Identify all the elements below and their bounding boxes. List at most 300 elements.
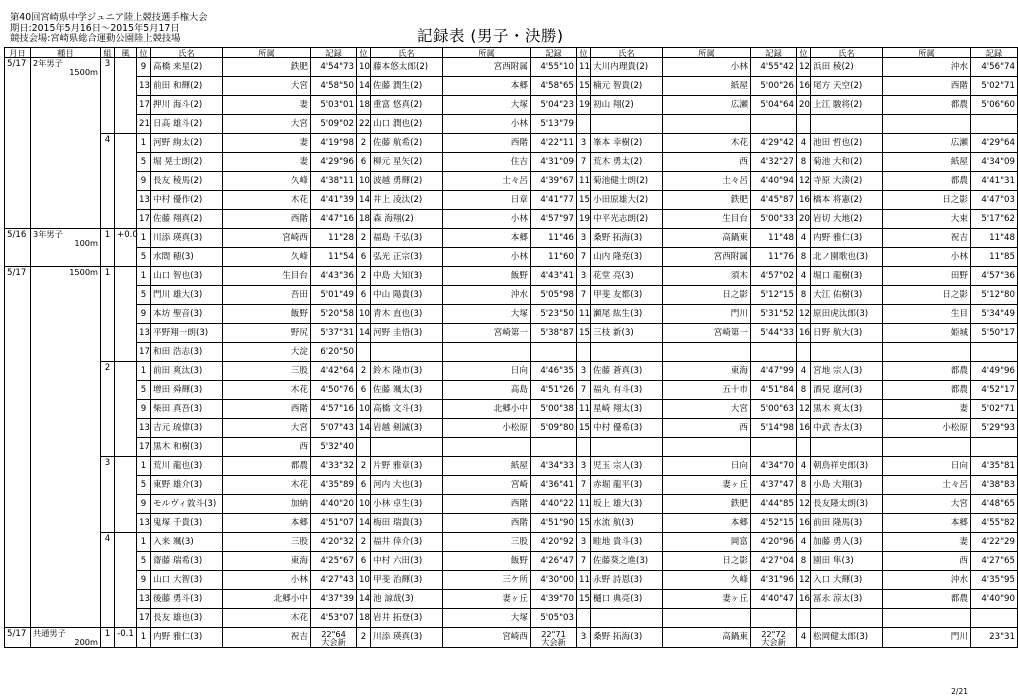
athlete-name: 本坊 聖音(3): [151, 305, 223, 324]
athlete-name: 森 海翔(2): [371, 210, 443, 229]
athlete-name: 重富 悠真(2): [371, 96, 443, 115]
place: 1: [137, 134, 151, 153]
athlete-name: 波越 勇輝(2): [371, 172, 443, 191]
record: 4'38"11: [311, 172, 357, 191]
record: 4'44"85: [751, 495, 797, 514]
team: 日向: [883, 457, 971, 476]
athlete-name: 朝鳥祥史郎(3): [811, 457, 883, 476]
table-row: [5, 552, 1018, 571]
place: 2: [357, 457, 371, 476]
place: 4: [797, 134, 811, 153]
place: 12: [797, 400, 811, 419]
record: 5'32"40: [311, 438, 357, 457]
column-header: 種目: [31, 48, 101, 58]
header: [10, 13, 208, 45]
athlete-name: 川添 瑛真(3): [371, 628, 443, 648]
athlete-name: 中村 六田(3): [371, 552, 443, 571]
team: 鉄肥: [223, 58, 311, 77]
place: 3: [577, 267, 591, 286]
team: 妻: [883, 533, 971, 552]
record: 4'49"96: [971, 362, 1018, 381]
table-row: [5, 457, 1018, 476]
athlete-name: [811, 343, 883, 362]
place: 2: [357, 229, 371, 248]
place: 9: [137, 571, 151, 590]
table-row: [5, 324, 1018, 343]
place: 14: [357, 590, 371, 609]
place: 13: [137, 324, 151, 343]
event-date: 5/17: [5, 628, 31, 648]
event-distance: 1500m: [69, 267, 98, 277]
team: 西: [663, 153, 751, 172]
place: 19: [577, 96, 591, 115]
record: 4'51"07: [311, 514, 357, 533]
record: 4'38"83: [971, 476, 1018, 495]
place: 14: [357, 191, 371, 210]
athlete-name: 峯本 幸樹(2): [591, 134, 663, 153]
athlete-name: 長友 稜馬(2): [151, 172, 223, 191]
athlete-name: [811, 609, 883, 628]
event-name: 3年男子: [33, 229, 63, 239]
team: 紙屋: [883, 153, 971, 172]
place: 5: [137, 286, 151, 305]
record: 4'51"26: [531, 381, 577, 400]
team: 日之影: [883, 191, 971, 210]
record: 4'39"67: [531, 172, 577, 191]
record: 5'00"33: [751, 210, 797, 229]
heat-number: 4: [101, 533, 115, 628]
athlete-name: 前田 爽汰(3): [151, 362, 223, 381]
column-header: 所属: [443, 48, 531, 58]
record: 4'40"94: [751, 172, 797, 191]
athlete-name: 大川内理貴(2): [591, 58, 663, 77]
competition-name: 第40回宮崎県中学ジュニア陸上競技選手権大会: [10, 12, 208, 23]
team: 加納: [223, 495, 311, 514]
table-row: [5, 419, 1018, 438]
event-name: 共通男子: [33, 628, 66, 638]
athlete-name: 中村 優希(3): [591, 419, 663, 438]
place: 10: [357, 400, 371, 419]
event-cell: [31, 628, 101, 648]
place: 11: [577, 571, 591, 590]
athlete-name: 坂上 雄大(3): [591, 495, 663, 514]
athlete-name: 菊池 大和(2): [811, 153, 883, 172]
athlete-name: [591, 438, 663, 457]
team: 妻ヶ丘: [663, 590, 751, 609]
record: 4'33"32: [311, 457, 357, 476]
place: 15: [577, 419, 591, 438]
athlete-name: 前田 隆馬(3): [811, 514, 883, 533]
place: 5: [137, 153, 151, 172]
event-distance: 1500m: [69, 67, 98, 77]
team: [883, 115, 971, 134]
record: 5'05"98: [531, 286, 577, 305]
record: 11"60: [531, 248, 577, 267]
place: 9: [137, 305, 151, 324]
team: 日向: [443, 362, 531, 381]
table-row: [5, 609, 1018, 628]
record-value: 22"64: [321, 628, 346, 639]
place: 11: [577, 305, 591, 324]
record-with-note: [311, 628, 357, 648]
record: 4'20"32: [311, 533, 357, 552]
column-header: 氏名: [811, 48, 883, 58]
athlete-name: [591, 115, 663, 134]
place: 4: [797, 362, 811, 381]
table-row: [5, 476, 1018, 495]
record: 5'12"15: [751, 286, 797, 305]
wind: [115, 533, 137, 628]
event-distance: 200m: [74, 637, 98, 647]
event-date: 5/16: [5, 229, 31, 267]
place: 14: [357, 324, 371, 343]
column-header: 所属: [223, 48, 311, 58]
place: 16: [797, 419, 811, 438]
place: 1: [137, 628, 151, 648]
record-with-note: [531, 628, 577, 648]
athlete-name: 園田 隼(3): [811, 552, 883, 571]
column-header: 風: [115, 48, 137, 58]
athlete-name: 堀 晃士朗(2): [151, 153, 223, 172]
athlete-name: 川添 瑛真(3): [151, 229, 223, 248]
record: 11"85: [971, 248, 1018, 267]
athlete-name: 荒木 勇太(2): [591, 153, 663, 172]
athlete-name: 河野 圭悟(3): [371, 324, 443, 343]
place: 2: [357, 362, 371, 381]
column-header: 氏名: [371, 48, 443, 58]
place: 1: [137, 457, 151, 476]
place: 14: [357, 514, 371, 533]
team: 宮崎第一: [663, 324, 751, 343]
team: [443, 438, 531, 457]
place: 5: [137, 248, 151, 267]
athlete-name: 長友隆太朗(3): [811, 495, 883, 514]
athlete-name: 尾方 天空(2): [811, 77, 883, 96]
column-header: 所属: [663, 48, 751, 58]
place: 2: [357, 533, 371, 552]
record: 5'29"93: [971, 419, 1018, 438]
record: 4'34"33: [531, 457, 577, 476]
athlete-name: 吉元 琉偉(3): [151, 419, 223, 438]
place: 13: [137, 191, 151, 210]
record: 4'36"41: [531, 476, 577, 495]
team: 岡富: [663, 533, 751, 552]
athlete-name: 弘光 正宗(3): [371, 248, 443, 267]
team: 大宮: [223, 115, 311, 134]
team: 大宮: [223, 419, 311, 438]
place: 22: [357, 115, 371, 134]
record: 5'00"38: [531, 400, 577, 419]
athlete-name: 福丸 有斗(3): [591, 381, 663, 400]
wind: [115, 267, 137, 362]
team: 広瀬: [883, 134, 971, 153]
event-cell: [31, 229, 101, 267]
athlete-name: 黒木 爽太(3): [811, 400, 883, 419]
team: 三ケ所: [443, 571, 531, 590]
place: 3: [577, 628, 591, 648]
record: 4'51"84: [751, 381, 797, 400]
record: 4'35"81: [971, 457, 1018, 476]
record: 4'52"17: [971, 381, 1018, 400]
team: 土々呂: [443, 172, 531, 191]
record: 4'37"39: [311, 590, 357, 609]
athlete-name: 水間 穂(3): [151, 248, 223, 267]
athlete-name: 佐藤葵之進(3): [591, 552, 663, 571]
athlete-name: 中山 陽貴(3): [371, 286, 443, 305]
team: 都農: [883, 362, 971, 381]
record: 4'34"09: [971, 153, 1018, 172]
team: 生目台: [223, 267, 311, 286]
record: 5'44"33: [751, 324, 797, 343]
record: 4'31"09: [531, 153, 577, 172]
table-row: [5, 77, 1018, 96]
athlete-name: 福井 倖介(3): [371, 533, 443, 552]
record: [531, 343, 577, 362]
team: 北郷小中: [443, 400, 531, 419]
place: 3: [577, 457, 591, 476]
record: 5'09"80: [531, 419, 577, 438]
team: 三股: [223, 533, 311, 552]
place: 13: [137, 514, 151, 533]
record: 5'04"64: [751, 96, 797, 115]
team: 木花: [223, 381, 311, 400]
place: 16: [797, 590, 811, 609]
place: 9: [137, 172, 151, 191]
column-header: 位: [797, 48, 811, 58]
wind: [115, 362, 137, 457]
athlete-name: [591, 609, 663, 628]
place: 1: [137, 267, 151, 286]
team: 宮西附属: [443, 58, 531, 77]
team: 須木: [663, 267, 751, 286]
athlete-name: 甲斐 友都(3): [591, 286, 663, 305]
athlete-name: 堀口 龍樹(3): [811, 267, 883, 286]
heat-number: 3: [101, 58, 115, 134]
place: 14: [357, 419, 371, 438]
record: 4'54"73: [311, 58, 357, 77]
athlete-name: 門川 雄大(3): [151, 286, 223, 305]
record: 4'55"82: [971, 514, 1018, 533]
place: 11: [577, 400, 591, 419]
place: 1: [137, 533, 151, 552]
place: 20: [797, 210, 811, 229]
athlete-name: 入来 颯(3): [151, 533, 223, 552]
place: 5: [137, 381, 151, 400]
athlete-name: 高橋 来星(2): [151, 58, 223, 77]
team: 小松原: [443, 419, 531, 438]
record: 4'52"15: [751, 514, 797, 533]
place: 11: [577, 495, 591, 514]
athlete-name: 原田虎汰郎(3): [811, 305, 883, 324]
record: 4'29"42: [751, 134, 797, 153]
athlete-name: 增田 舜輝(3): [151, 381, 223, 400]
athlete-name: 池 諒哉(3): [371, 590, 443, 609]
team: 日之影: [663, 286, 751, 305]
athlete-name: 水流 航(3): [591, 514, 663, 533]
athlete-name: モルヴィ敦斗(3): [151, 495, 223, 514]
record: 5'14"98: [751, 419, 797, 438]
team: 大塚: [443, 609, 531, 628]
team: 日章: [443, 191, 531, 210]
place: 7: [577, 552, 591, 571]
place: 2: [357, 134, 371, 153]
event-cell: [31, 267, 101, 628]
place: 1: [137, 362, 151, 381]
record: 4'41"39: [311, 191, 357, 210]
team: 都農: [223, 457, 311, 476]
team: 飯野: [443, 267, 531, 286]
team: 本郷: [223, 514, 311, 533]
team: 野尻: [223, 324, 311, 343]
table-row: [5, 172, 1018, 191]
athlete-name: 平野翔一朗(3): [151, 324, 223, 343]
record: 4'58"65: [531, 77, 577, 96]
record: 11"48: [971, 229, 1018, 248]
record: [971, 343, 1018, 362]
place: 7: [577, 153, 591, 172]
team: 沖水: [883, 571, 971, 590]
team: 妻: [223, 134, 311, 153]
record: 4'47"03: [971, 191, 1018, 210]
athlete-name: 児玉 宗人(3): [591, 457, 663, 476]
athlete-name: 中平光志朗(2): [591, 210, 663, 229]
record: 5'13"79: [531, 115, 577, 134]
place: 1: [137, 229, 151, 248]
record: 4'32"27: [751, 153, 797, 172]
competition-period: 期日:2015年5月16日～2015年5月17日: [10, 22, 180, 34]
place: 10: [357, 172, 371, 191]
team: 小松原: [883, 419, 971, 438]
team: 西階: [443, 134, 531, 153]
place: [797, 609, 811, 628]
table-body: [5, 58, 1018, 648]
team: 西階: [883, 77, 971, 96]
team: 大淀: [223, 343, 311, 362]
competition-venue: 競技会場:宮崎県総合運動公園陸上競技場: [10, 33, 181, 45]
column-header: 所属: [883, 48, 971, 58]
record: 4'20"92: [531, 533, 577, 552]
athlete-name: 内野 雅仁(3): [151, 628, 223, 648]
team: 日之影: [663, 552, 751, 571]
place: 6: [357, 286, 371, 305]
team: 三股: [223, 362, 311, 381]
table-row: [5, 191, 1018, 210]
team: 紙屋: [443, 457, 531, 476]
athlete-name: 黒木 和樹(3): [151, 438, 223, 457]
place: 7: [577, 248, 591, 267]
place: 15: [577, 590, 591, 609]
record-note: 大会新: [541, 636, 566, 647]
team: 西階: [223, 400, 311, 419]
record: 4'47"16: [311, 210, 357, 229]
record: 4'39"70: [531, 590, 577, 609]
athlete-name: 山内 隆尭(3): [591, 248, 663, 267]
record: 5'04"23: [531, 96, 577, 115]
record: 4'51"90: [531, 514, 577, 533]
athlete-name: 佐藤 颯太(3): [371, 381, 443, 400]
athlete-name: 小島 大翔(3): [811, 476, 883, 495]
place: [577, 115, 591, 134]
team: 木花: [223, 609, 311, 628]
column-header: 記録: [971, 48, 1018, 58]
team: [663, 115, 751, 134]
team: 日之影: [883, 286, 971, 305]
place: 12: [797, 58, 811, 77]
record-with-note: [751, 628, 797, 648]
record: 4'57"02: [751, 267, 797, 286]
athlete-name: 菊池健士朗(2): [591, 172, 663, 191]
wind: +0.0: [115, 229, 137, 267]
record: [751, 609, 797, 628]
table-row: [5, 248, 1018, 267]
athlete-name: 星崎 翔太(3): [591, 400, 663, 419]
record: 5'07"43: [311, 419, 357, 438]
team: 本郷: [663, 514, 751, 533]
place: 18: [357, 210, 371, 229]
table-row: [5, 134, 1018, 153]
place: 15: [577, 77, 591, 96]
athlete-name: 福島 千弘(3): [371, 229, 443, 248]
page-number: 2/21: [951, 687, 968, 696]
record: 5'38"87: [531, 324, 577, 343]
event-cell: [31, 58, 101, 229]
record: 11"28: [311, 229, 357, 248]
team: [883, 609, 971, 628]
place: 16: [797, 77, 811, 96]
record: 5'50"17: [971, 324, 1018, 343]
record: 5'05"03: [531, 609, 577, 628]
athlete-name: 入口 大輝(3): [811, 571, 883, 590]
team: 西: [883, 552, 971, 571]
athlete-name: 寺原 大湊(2): [811, 172, 883, 191]
place: 10: [357, 495, 371, 514]
team: 大宮: [883, 495, 971, 514]
place: [357, 438, 371, 457]
record: 4'30"00: [531, 571, 577, 590]
record: [751, 115, 797, 134]
column-header: 氏名: [591, 48, 663, 58]
place: 4: [797, 267, 811, 286]
place: [797, 438, 811, 457]
table-header-row: [5, 48, 1018, 58]
place: 16: [797, 514, 811, 533]
record-value: 22"71: [541, 628, 566, 639]
record: 4'48"65: [971, 495, 1018, 514]
column-header: 組: [101, 48, 115, 58]
place: [577, 609, 591, 628]
team: 小林: [663, 58, 751, 77]
athlete-name: 日野 航大(3): [811, 324, 883, 343]
place: 4: [797, 533, 811, 552]
team: 飯野: [443, 552, 531, 571]
place: 11: [577, 172, 591, 191]
wind: [115, 58, 137, 134]
team: 小林: [443, 115, 531, 134]
place: 3: [577, 533, 591, 552]
event-date: 5/17: [5, 267, 31, 628]
record: [531, 438, 577, 457]
column-header: 記録: [531, 48, 577, 58]
place: [797, 115, 811, 134]
place: 15: [577, 191, 591, 210]
place: 16: [797, 324, 811, 343]
team: 生目台: [663, 210, 751, 229]
table-row: [5, 495, 1018, 514]
athlete-name: 内野 雅仁(3): [811, 229, 883, 248]
record-note: 大会新: [761, 636, 786, 647]
place: 9: [137, 495, 151, 514]
place: 17: [137, 210, 151, 229]
